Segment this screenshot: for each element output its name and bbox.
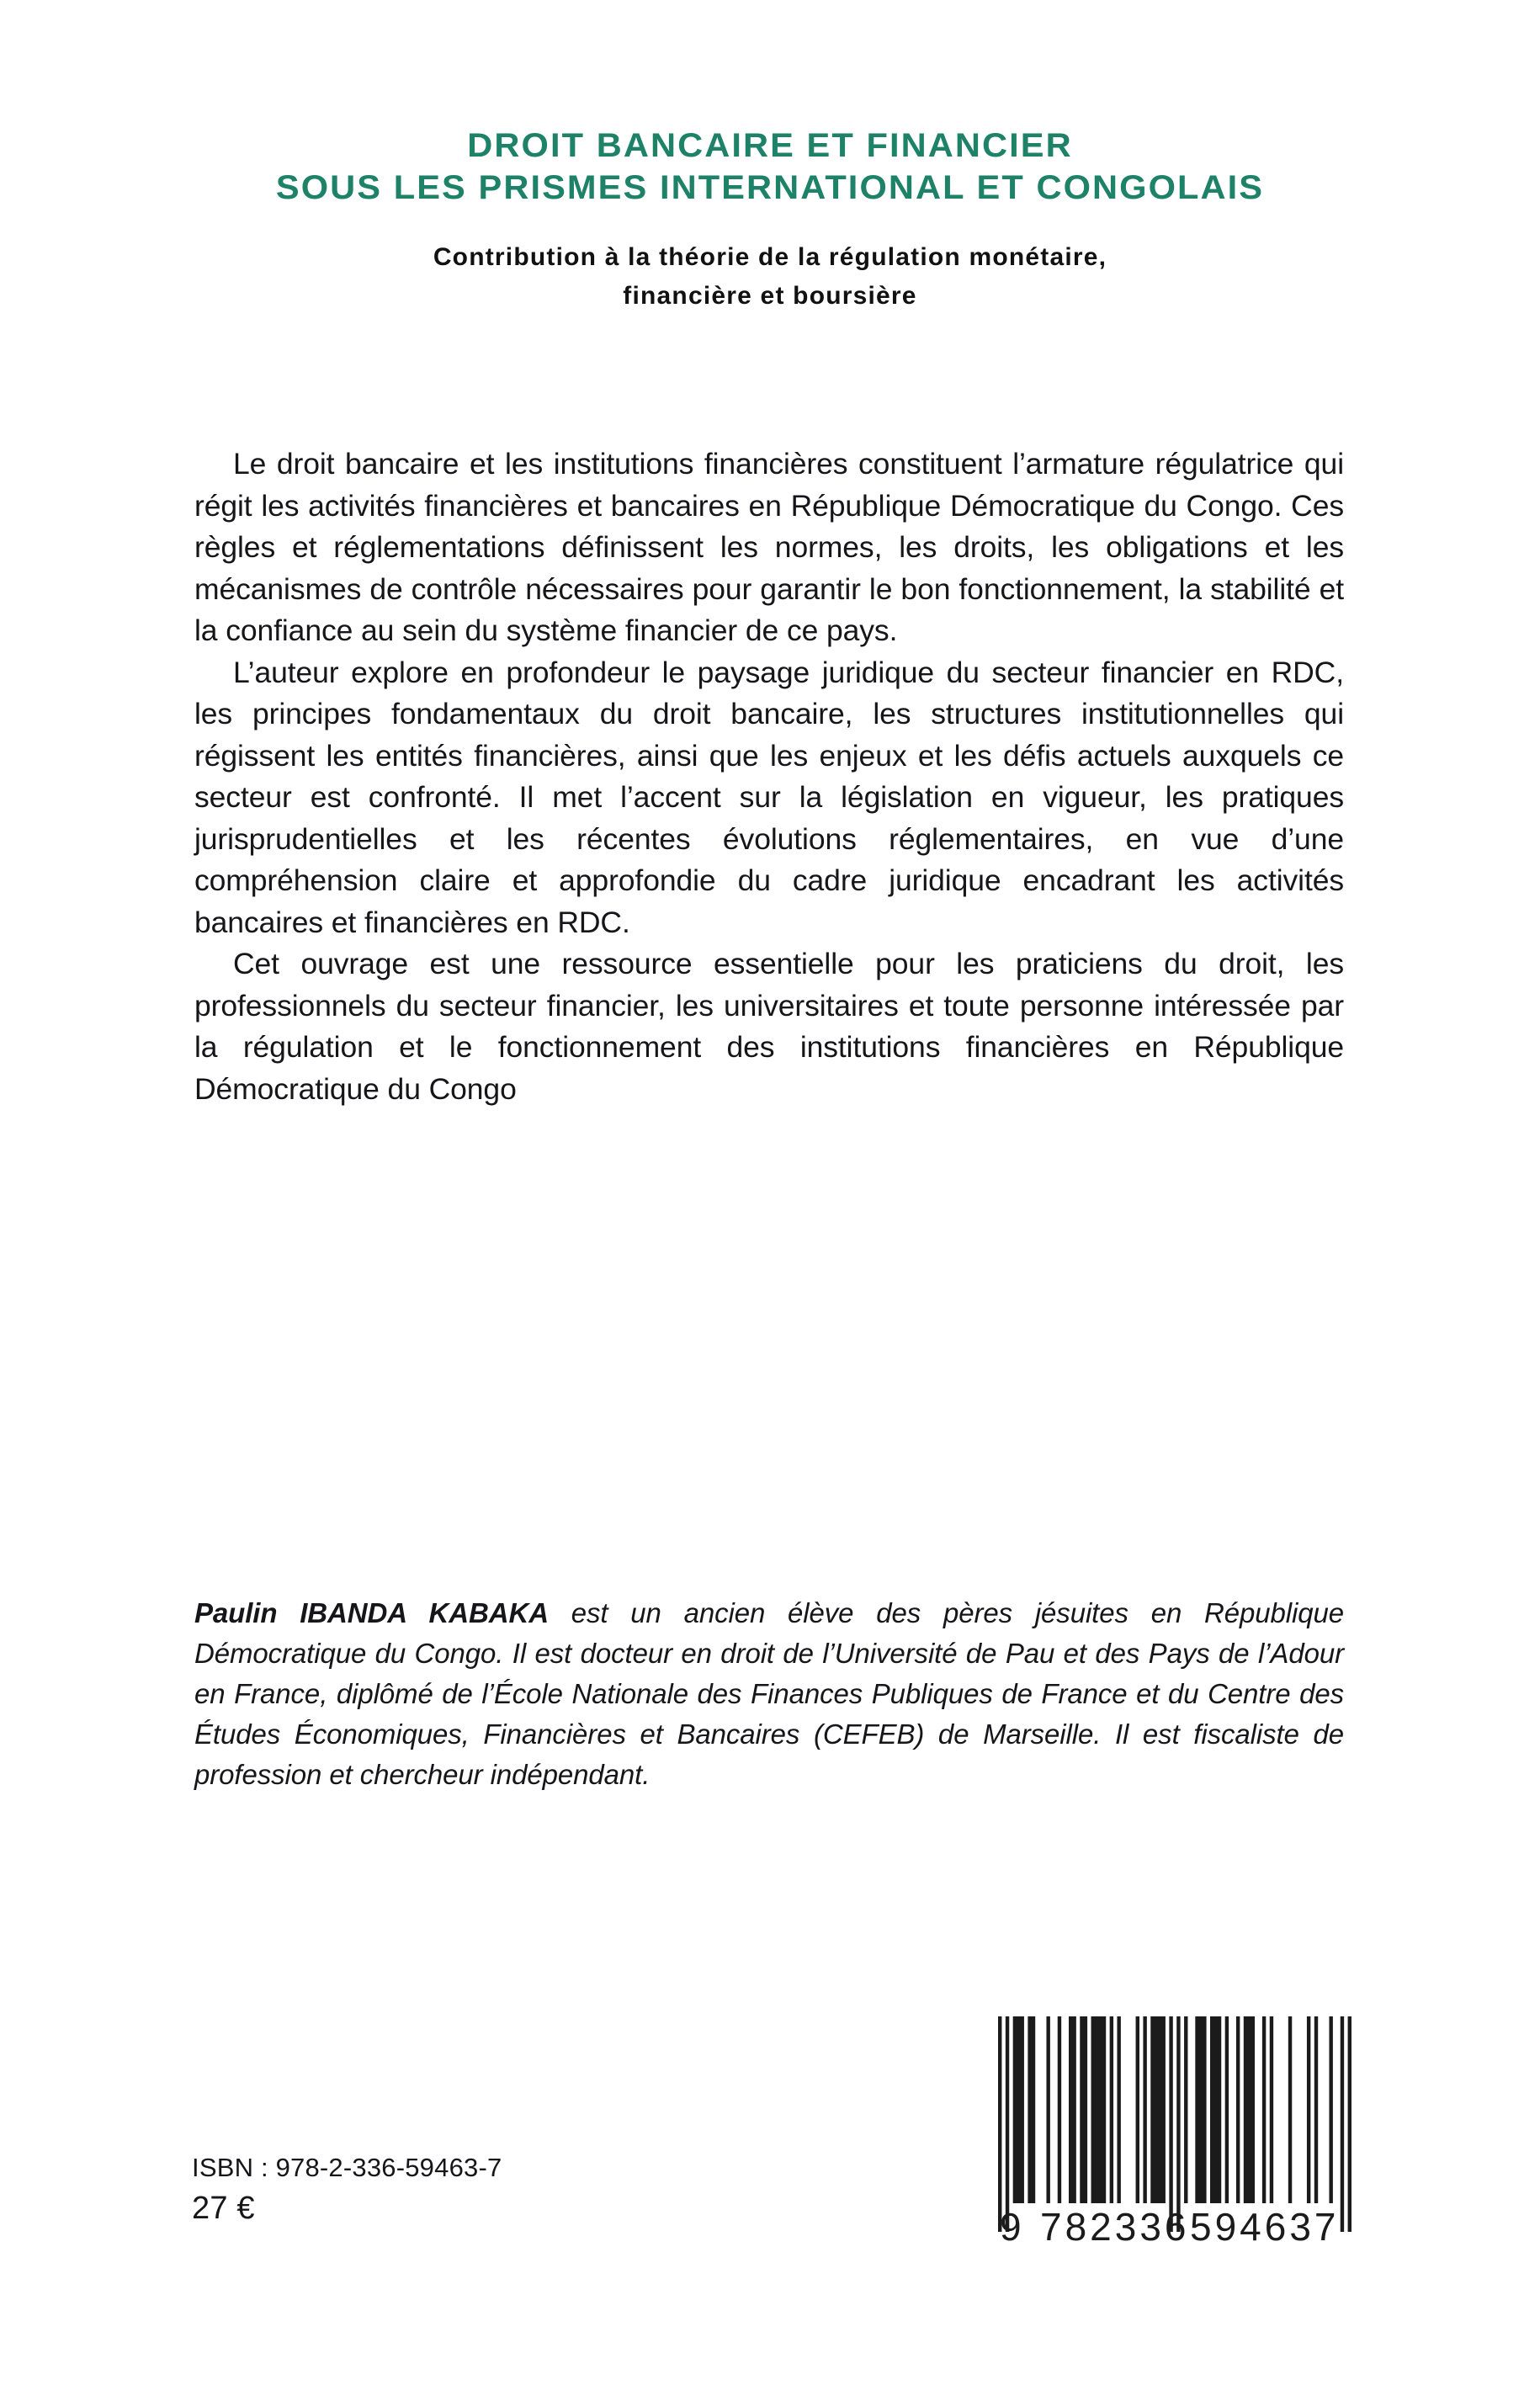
book-subtitle <box>0 238 1540 316</box>
price-text: 27 € <box>192 2191 255 2226</box>
blurb-paragraph-3: Cet ouvrage est une ressource essentielle pour les praticiens du droit, les professionnels du secteur financier, les universitaires et toute personne intéressée par la régulation et le fonctionnement des institutions financières en République Démocratique du Congo <box>194 947 1344 1106</box>
barcode-left-group: 782336 <box>1040 2205 1190 2247</box>
barcode-lead-digit: 9 <box>1000 2205 1022 2247</box>
ean13-barcode <box>990 2011 1360 2247</box>
author-bio <box>194 1593 1344 1795</box>
isbn-price-block <box>192 2148 502 2229</box>
subtitle-line-1: Contribution à la théorie de la régulation monétaire, <box>433 243 1107 271</box>
title-line-2: SOUS LES PRISMES INTERNATIONAL ET CONGOLAIS <box>275 169 1265 206</box>
blurb-paragraph-1: Le droit bancaire et les institutions financières constituent l’armature régulatrice qui régit les activités financières et bancaires en République Démocratique du Congo. Ces règles et réglementations définissent les normes, les droits, les obligations et les mécanismes de contrôle nécessaires pour garantir le bon fonctionnement, la stabilité et la confiance au sein du système financier de ce pays. <box>194 447 1344 647</box>
blurb-text <box>194 444 1344 1110</box>
barcode-right-group: 594637 <box>1190 2205 1340 2247</box>
book-title <box>0 125 1540 209</box>
barcode-svg <box>990 2011 1360 2247</box>
title-line-1: DROIT BANCAIRE ET FINANCIER <box>467 127 1073 164</box>
author-name: Paulin IBANDA KABAKA <box>194 1597 549 1628</box>
author-bio-body: est un ancien élève des pères jésuites en République Démocratique du Congo. Il est docteur en droit de l’Université de Pau et des Pays de l’Adour en France, diplômé de l’École Nationale des Finances Publiques de France et du Centre des Études Économiques, Financières et Bancaires (CEFEB) de Marseille. Il est fiscaliste de profession et chercheur indépendant. <box>194 1597 1344 1790</box>
author-bio-paragraph <box>194 1593 1344 1795</box>
isbn-text: ISBN : 978-2-336-59463-7 <box>192 2153 502 2182</box>
subtitle-line-2: financière et boursière <box>623 282 917 310</box>
blurb-paragraph-2: L’auteur explore en profondeur le paysage juridique du secteur financier en RDC, les principes fondamentaux du droit bancaire, les structures institutionnelles qui régissent les entités financières, ainsi que les enjeux et les défis actuels auxquels ce secteur est confronté. Il met l’accent sur la législation en vigueur, les pratiques jurisprudentielles et les récentes évolutions réglementaires, en vue d’une compréhension claire et approfondie du cadre juridique encadrant les activités bancaires et financières en RDC. <box>194 655 1344 939</box>
